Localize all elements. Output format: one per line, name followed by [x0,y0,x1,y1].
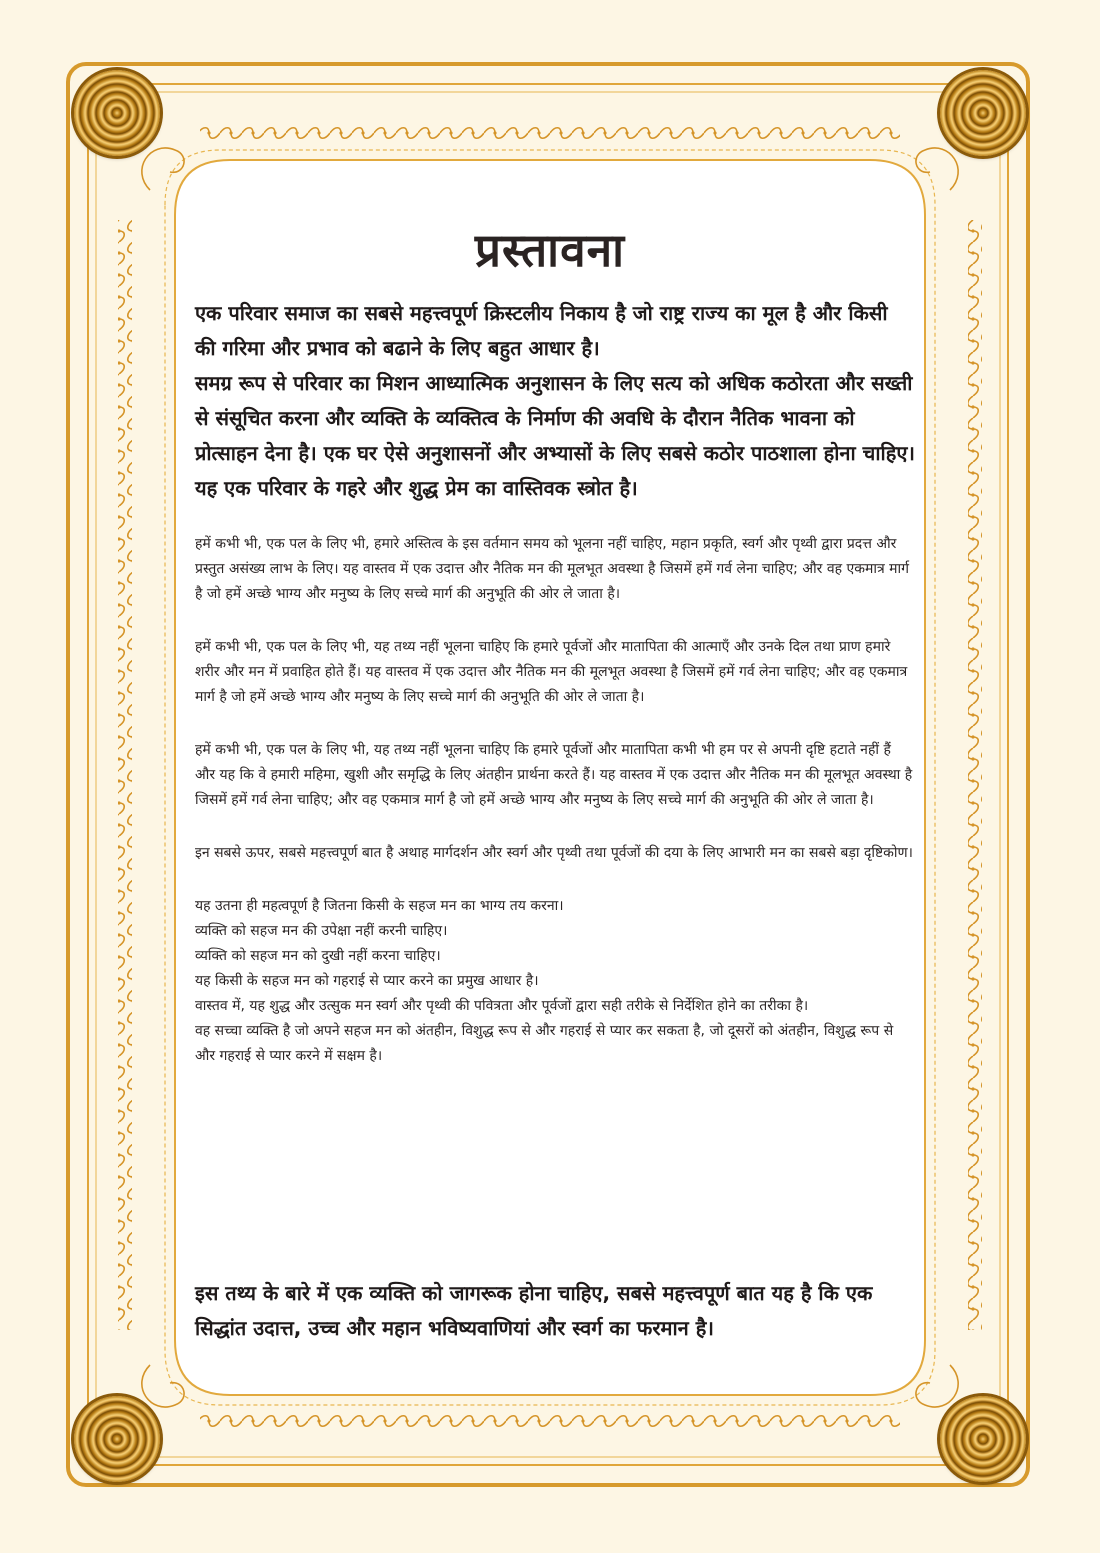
corner-medallion-bottom-left [74,1396,160,1482]
body-paragraph: इन सबसे ऊपर, सबसे महत्त्वपूर्ण बात है अथाह मार्गदर्शन और स्वर्ग और पृथ्वी तथा पूर्वजों की दया के लिए आभारी मन का सबसे बड़ा दृष्टिकोण। [195,845,913,861]
corner-medallion-bottom-right [940,1396,1026,1482]
page-title: प्रस्तावना [474,223,626,277]
body-paragraph: हमें कभी भी, एक पल के लिए भी, हमारे अस्तित्व के इस वर्तमान समय को भूलना नहीं चाहिए, महान प्रकृति, स्वर्ग और पृथ्वी द्वारा प्रदत्त और प्रस्तुत असंख्य लाभ के लिए। यह वास्तव में एक उदात्त और नैतिक मन की मूलभूत अवस्था है जिसमें हमें गर्व लेना चाहिए; और वह एकमात्र मार्ग है जो हमें अच्छे भाग्य और मनुष्य के लिए सच्चे मार्ग की अनुभूति की ओर ले जाता है। [195,536,910,602]
statement-line: व्यक्ति को सहज मन को दुखी नहीं करना चाहिए। [195,948,441,964]
statement-line: व्यक्ति को सहज मन की उपेक्षा नहीं करनी चाहिए। [195,923,448,939]
body-paragraph: हमें कभी भी, एक पल के लिए भी, यह तथ्य नहीं भूलना चाहिए कि हमारे पूर्वजों और मातापिता की आत्माएँ और उनके दिल तथा प्राण हमारे शरीर और मन में प्रवाहित होते हैं। यह वास्तव में एक उदात्त और नैतिक मन की मूलभूत अवस्था है जिसमें हमें गर्व लेना चाहिए; और वह एकमात्र मार्ग है जो हमें अच्छे भाग्य और मनुष्य के लिए सच्चे मार्ग की अनुभूति की ओर ले जाता है। [195,639,908,705]
intro-paragraph: समग्र रूप से परिवार का मिशन आध्यात्मिक अनुशासन के लिए सत्य को अधिक कठोरता और सख्ती से संसूचित करना और व्यक्ति के व्यक्तित्व के निर्माण की अवधि के दौरान नैतिक भावना को प्रोत्साहन देना है। एक घर ऐसे अनुशासनों और अभ्यासों के लिए सबसे कठोर पाठशाला होना चाहिए। [195,371,915,465]
document-body [195,296,915,1069]
closing-paragraph: इस तथ्य के बारे में एक व्यक्ति को जागरूक होना चाहिए, सबसे महत्त्वपूर्ण बात यह है कि एक सिद्धांत उदात्त, उच्च और महान भविष्यवाणियां और स्वर्ग का फरमान है। [195,1281,873,1340]
corner-medallion-top-left [74,70,160,156]
statement-line: वह सच्चा व्यक्ति है जो अपने सहज मन को अंतहीन, विशुद्ध रूप से और गहराई से प्यार कर सकता है, जो दूसरों को अंतहीन, विशुद्ध रूप से और गहराई से प्यार करने में सक्षम है। [195,1023,894,1064]
intro-paragraph: एक परिवार समाज का सबसे महत्त्वपूर्ण क्रिस्टलीय निकाय है जो राष्ट्र राज्य का मूल है और किसी की गरिमा और प्रभाव को बढाने के लिए बहुत आधार है। [195,301,888,360]
corner-medallion-top-right [940,70,1026,156]
statement-line: वास्तव में, यह शुद्ध और उत्सुक मन स्वर्ग और पृथ्वी की पवित्रता और पूर्वजों द्वारा सही तरीके से निर्देशित होने का तरीका है। [195,998,809,1014]
statement-line: यह उतना ही महत्वपूर्ण है जितना किसी के सहज मन का भाग्य तय करना। [195,898,564,914]
intro-paragraph: यह एक परिवार के गहरे और शुद्ध प्रेम का वास्तिवक स्त्रोत है। [195,476,638,500]
statement-line: यह किसी के सहज मन को गहराई से प्यार करने का प्रमुख आधार है। [195,973,539,989]
body-paragraph: हमें कभी भी, एक पल के लिए भी, यह तथ्य नहीं भूलना चाहिए कि हमारे पूर्वजों और मातापिता कभी भी हम पर से अपनी दृष्टि हटाते नहीं हैं और यह कि वे हमारी महिमा, खुशी और समृद्धि के लिए अंतहीन प्रार्थना करते हैं। यह वास्तव में एक उदात्त और नैतिक मन की मूलभूत अवस्था है जिसमें हमें गर्व लेना चाहिए; और वह एकमात्र मार्ग है जो हमें अच्छे भाग्य और मनुष्य के लिए सच्चे मार्ग की अनुभूति की ओर ले जाता है। [195,742,913,808]
